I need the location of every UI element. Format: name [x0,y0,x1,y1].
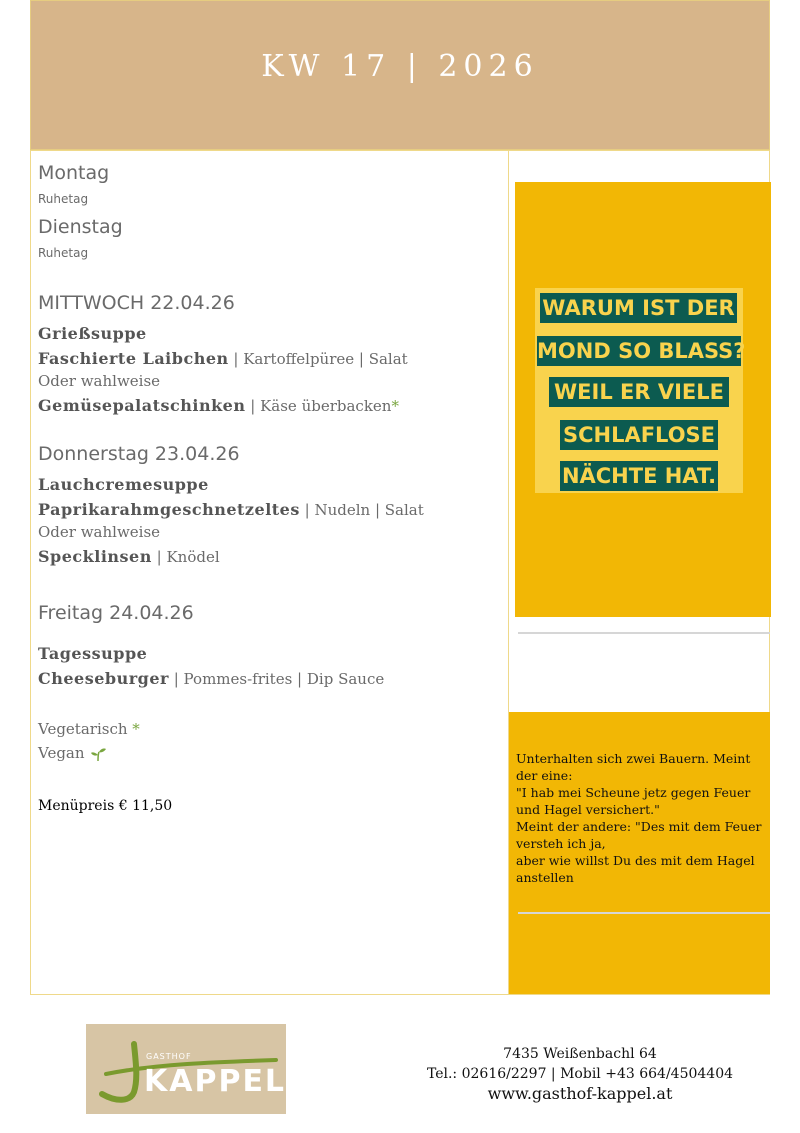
day-note-dienstag: Ruhetag [38,246,89,260]
joke-text-line: aber wie willst Du des mit dem Hagel anstellen [516,853,755,885]
joke-image-line: MOND SO BLASS? [537,336,741,366]
joke-image-line: NÄCHTE HAT. [560,461,718,491]
dish-sides: | Pommes-frites | Dip Sauce [168,670,385,688]
dish-name: Gemüsepalatschinken [38,396,246,415]
main-dish-freitag [38,669,498,688]
logo-name: KAPPEL [144,1064,287,1099]
divider [518,632,770,634]
day-title-donnerstag: Donnerstag 23.04.26 [38,443,240,465]
legend-vegan [38,744,498,762]
header-banner [30,0,770,150]
soup-donnerstag: Lauchcremesuppe [38,475,209,494]
dish-name: Cheeseburger [38,669,169,688]
soup-freitag: Tagessuppe [38,644,148,663]
phone: Tel.: 02616/2297 | Mobil +43 664/4504404 [426,1066,734,1082]
page-title: KW 17 | 2026 [261,49,539,84]
legend-vegetarian [38,720,498,738]
legend-label: Vegan [38,744,90,762]
vegetarian-mark: * [132,720,140,738]
joke-text-line: "I hab mei Scheune jetz gegen Feuer und Hagel versichert." [516,785,751,817]
alt-dish-donnerstag [38,547,498,566]
soup-mittwoch: Grießsuppe [38,324,147,343]
dish-sides: | Nudeln | Salat [299,501,424,519]
joke-text [516,750,766,886]
legend-label: Vegetarisch [38,720,133,738]
joke-text-line: Meint der andere: "Des mit dem Feuer versteh ich ja, [516,819,762,851]
joke-image-line: SCHLAFLOSE [560,420,718,450]
menu-price: Menüpreis € 11,50 [38,798,173,814]
dish-name: Specklinsen [38,547,152,566]
day-title-montag: Montag [38,162,110,184]
alt-dish-mittwoch [38,396,498,415]
day-title-freitag: Freitag 24.04.26 [38,602,194,624]
logo-subtitle: GASTHOF [146,1052,192,1061]
joke-text-line: Unterhalten sich zwei Bauern. Meint der eine: [516,751,751,783]
day-title-dienstag: Dienstag [38,216,123,238]
day-note-montag: Ruhetag [38,192,89,206]
dish-sides: | Käse überbacken [245,397,392,415]
dish-sides: | Knödel [151,548,220,566]
dish-name: Faschierte Laibchen [38,349,229,368]
joke-image-line: WEIL ER VIELE [549,377,729,407]
joke-image-line: WARUM IST DER [540,293,737,323]
main-dish-donnerstag [38,500,498,519]
joke-image [535,288,746,493]
day-title-mittwoch: MITTWOCH 22.04.26 [38,292,235,314]
contact-info [420,1044,740,1104]
alternative-label: Oder wahlweise [38,372,161,390]
dish-name: Paprikarahmgeschnetzeltes [38,500,300,519]
logo [86,1024,286,1114]
alternative-label: Oder wahlweise [38,523,161,541]
vegetarian-mark: * [391,397,399,415]
address: 7435 Weißenbachl 64 [503,1046,657,1062]
divider [518,912,770,914]
sprout-icon [89,746,107,762]
main-dish-mittwoch [38,349,498,368]
dish-sides: | Kartoffelpüree | Salat [228,350,408,368]
menu-column [38,162,498,828]
website-link[interactable]: www.gasthof-kappel.at [487,1084,673,1103]
